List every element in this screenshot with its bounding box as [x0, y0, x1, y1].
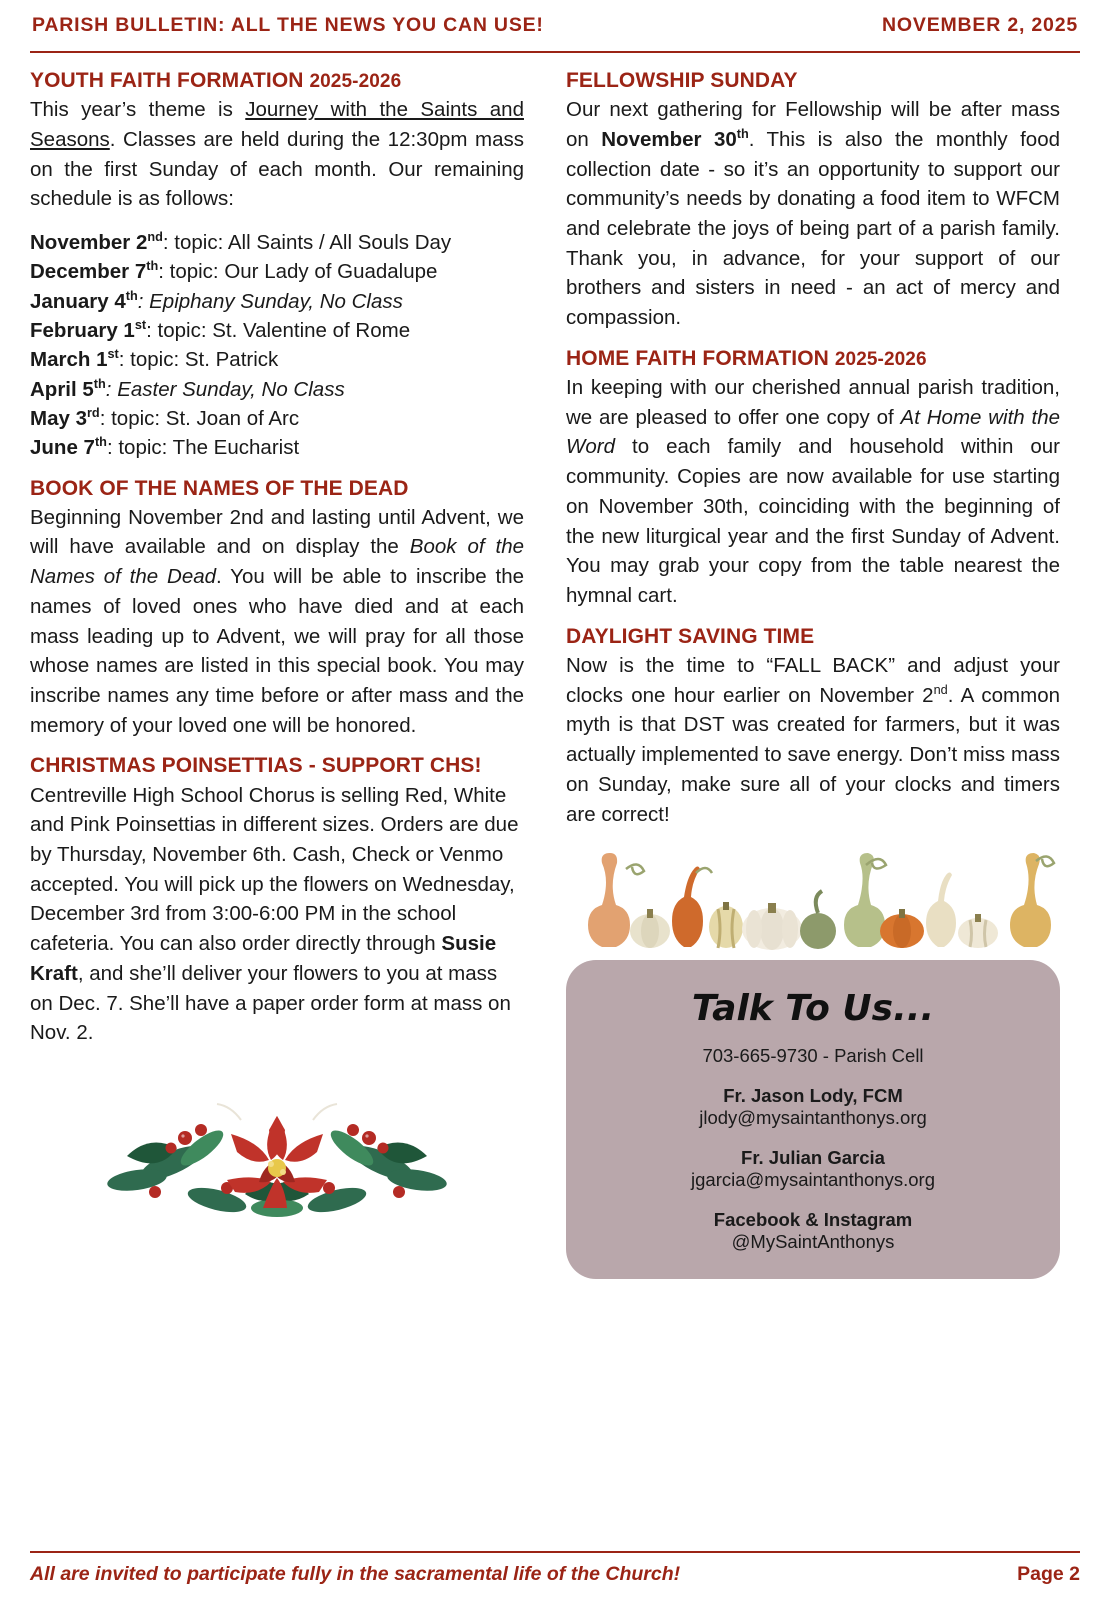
schedule-ordinal: st [134, 316, 147, 332]
social-label: Facebook & Instagram [713, 1209, 913, 1231]
dst-date-ordinal: nd [933, 681, 948, 697]
list-item [30, 433, 524, 462]
schedule-month: February 1 [30, 318, 135, 342]
home-faith-paragraph [566, 373, 1060, 611]
section-heading-book-of-names: BOOK OF THE NAMES OF THE DEAD [30, 476, 409, 500]
section-heading-youth-faith-formation [30, 69, 524, 93]
home-faith-text-part1: In keeping with our cherished annual parish tradition, we are pleased to offer one copy of [566, 376, 1060, 429]
contact-email[interactable]: jgarcia@mysaintanthonys.org [691, 1169, 935, 1191]
schedule-ordinal: rd [86, 404, 100, 420]
contact-name: Fr. Jason Lody, FCM [723, 1085, 903, 1107]
social-handle[interactable]: @MySaintAnthonys [731, 1231, 895, 1253]
masthead-date: NOVEMBER 2, 2025 [882, 14, 1078, 36]
schedule-ordinal: th [94, 434, 107, 450]
schedule-topic: : topic: All Saints / All Souls Day [162, 230, 452, 254]
schedule-month: April 5 [30, 377, 94, 401]
youth-intro-part1: This year’s theme is [30, 98, 246, 122]
book-paragraph [30, 503, 524, 741]
fellowship-date-ordinal: th [736, 126, 749, 142]
page-footer [30, 1551, 1080, 1586]
right-column [566, 69, 1060, 1279]
poinsettia-text-part2: , and she’ll deliver your flowers to you at mass on Dec. 7. She’ll have a paper order form at mass on Nov. 2. [30, 961, 511, 1045]
schedule-topic: : Epiphany Sunday, No Class [137, 289, 403, 313]
fellowship-text-part2: . This is also the monthly food collection date - so it’s an opportunity to support our community’s needs by donating a food item to WFCM and celebrate the joys of being part of a parish family. Thank you, in advance, for your support of our brothers and sisters in need - an act of mercy and compassion. [566, 127, 1060, 330]
contact-name: Fr. Julian Garcia [741, 1147, 885, 1169]
youth-theme-title: Journey with the Saints and Seasons [30, 98, 524, 151]
home-faith-heading-years: 2025-2026 [834, 348, 927, 370]
section-heading-fellowship-sunday: FELLOWSHIP SUNDAY [566, 69, 798, 92]
youth-schedule-list [30, 228, 524, 463]
fellowship-date: November 30 [601, 127, 737, 151]
masthead-title: PARISH BULLETIN: ALL THE NEWS YOU CAN USE! [32, 14, 544, 36]
header-divider [30, 51, 1080, 53]
poinsettia-contact-name: Susie Kraft [30, 932, 497, 985]
section-heading-home-faith-formation [566, 347, 1060, 371]
left-column [30, 69, 524, 1233]
poinsettia-text-part1: Centreville High School Chorus is selling Red, White and Pink Poinsettias in different sizes. Orders are due by Thursday, November 6th. Cash, Check or Venmo accepted. You will pick up the flowers on Wednesday, December 3rd from 3:00-6:00 PM in the school cafeteria. You can also order directly through [30, 783, 519, 956]
schedule-month: January 4 [30, 289, 126, 313]
fellowship-text-part1: Our next gathering for Fellowship will be after mass on [566, 98, 1060, 151]
section-heading-christmas-poinsettias: CHRISTMAS POINSETTIAS - SUPPORT CHS! [30, 754, 482, 778]
talk-to-us-box [566, 960, 1060, 1279]
schedule-month: March 1 [30, 348, 108, 372]
schedule-topic: : topic: Our Lady of Guadalupe [158, 260, 438, 284]
schedule-topic: : topic: St. Patrick [118, 348, 279, 372]
list-item [30, 228, 524, 257]
youth-intro-part2: . Classes are held during the 12:30pm mass on the first Sunday of each month. Our remaining schedule is as follows: [30, 127, 524, 211]
schedule-ordinal: th [125, 287, 138, 303]
dst-text-part1: Now is the time to “FALL BACK” and adjust your clocks one hour earlier on November 2 [566, 653, 1060, 707]
section-heading-daylight-saving-time: DAYLIGHT SAVING TIME [566, 624, 815, 648]
schedule-ordinal: th [93, 375, 106, 391]
fellowship-paragraph [566, 95, 1060, 333]
schedule-topic: : Easter Sunday, No Class [105, 377, 345, 401]
gourd-row-illustration [566, 851, 1060, 951]
youth-intro-paragraph [30, 95, 524, 214]
talk-to-us-title: Talk To Us... [691, 988, 935, 1030]
schedule-topic: : topic: The Eucharist [106, 436, 300, 460]
list-item [30, 404, 524, 433]
footer-divider [30, 1551, 1080, 1553]
home-faith-text-part2: to each family and household within our community. Copies are now available for use starting on November 30th, coinciding with the beginning of the new liturgical year and the first Sunday of Advent. You may grab your copy from the table nearest the hymnal cart. [566, 435, 1060, 608]
list-item [30, 257, 524, 286]
two-column-body [30, 69, 1080, 1279]
home-faith-book-title: At Home with the Word [566, 405, 1061, 459]
home-faith-heading-main: HOME FAITH FORMATION [566, 346, 835, 370]
schedule-ordinal: nd [147, 229, 163, 245]
list-item [30, 345, 524, 374]
poinsettia-paragraph [30, 781, 524, 1048]
parish-cell-phone: 703-665-9730 - Parish Cell [702, 1045, 924, 1067]
footer-invitation-text: All are invited to participate fully in the sacramental life of the Church! [30, 1563, 681, 1585]
schedule-topic: : topic: St. Joan of Arc [99, 406, 300, 430]
contact-email[interactable]: jlody@mysaintanthonys.org [699, 1107, 927, 1129]
youth-heading-years: 2025-2026 [309, 71, 402, 92]
schedule-ordinal: st [107, 346, 119, 362]
schedule-topic: : topic: St. Valentine of Rome [146, 318, 411, 342]
dst-text-part2: . A common myth is that DST was created for farmers, but it was actually implemented to save energy. Don’t miss mass on Sunday, make sure all of your clocks and timers are correct! [566, 683, 1061, 826]
schedule-month: May 3 [30, 406, 87, 430]
dst-paragraph [566, 651, 1060, 829]
schedule-month: June 7 [30, 436, 95, 460]
list-item [30, 316, 524, 345]
schedule-month: November 2 [30, 230, 148, 254]
book-text-part2: . You will be able to inscribe the names of loved ones who have died and at each mass leading up to Advent, we will pray for all those whose names are listed in this special book. You may inscribe names any time before or after mass and the memory of your loved one will be honored. [30, 565, 524, 737]
book-title-italic: Book of the Names of the Dead [30, 535, 524, 589]
poinsettia-illustration [30, 1068, 524, 1228]
list-item [30, 375, 524, 404]
schedule-month: December 7 [30, 260, 147, 284]
page-number: Page 2 [1017, 1563, 1080, 1585]
list-item [30, 287, 524, 316]
masthead [30, 0, 1080, 47]
schedule-ordinal: th [146, 258, 159, 274]
book-text-part1: Beginning November 2nd and lasting until Advent, we will have available and on display the [30, 505, 524, 559]
youth-heading-main: YOUTH FAITH FORMATION [30, 69, 310, 92]
